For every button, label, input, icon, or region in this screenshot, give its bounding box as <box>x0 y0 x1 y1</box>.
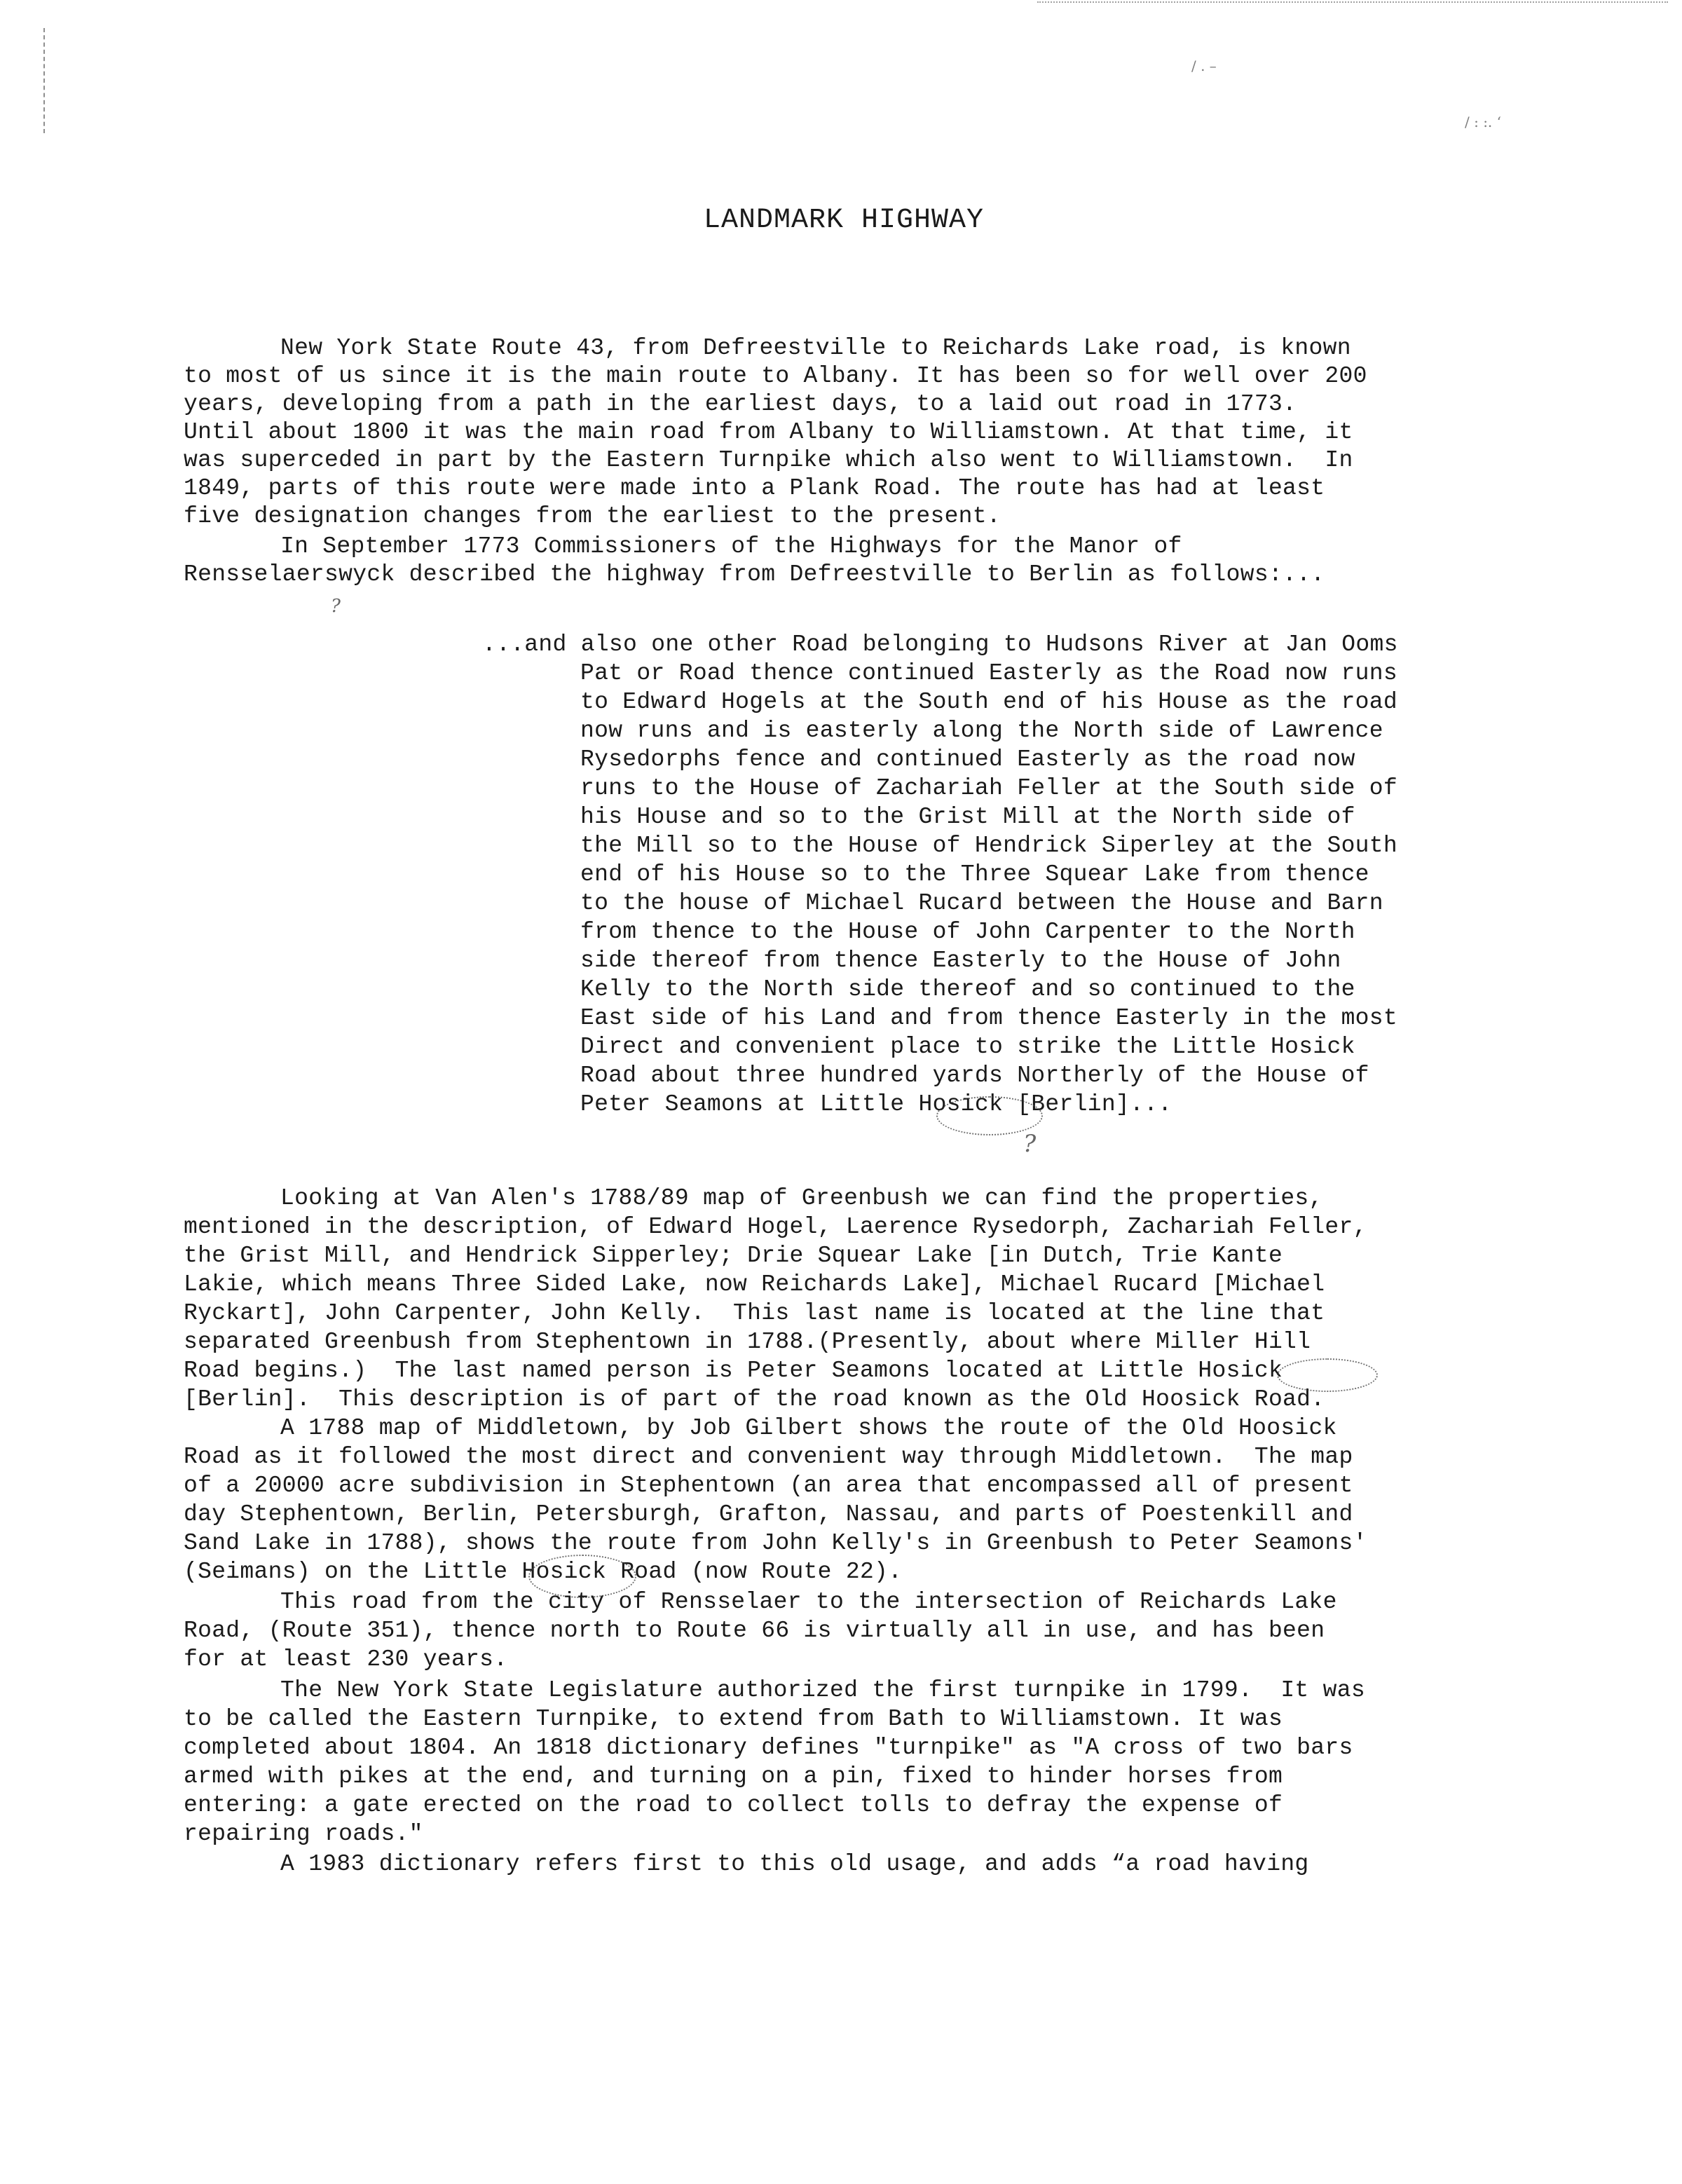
text-line: Sand Lake in 1788), shows the route from John Kelly's in Greenbush to Peter Seamons' <box>184 1530 1367 1556</box>
quote-line: from thence to the House of John Carpenter to the North <box>580 919 1355 945</box>
quote-line: Road about three hundred yards Northerly of the House of <box>580 1063 1369 1088</box>
corner-pencil-mark: / : :. ‘ <box>1465 114 1502 130</box>
pencil-circle-annotation <box>1277 1358 1378 1392</box>
quote-line: his House and so to the Grist Mill at the North side of <box>580 804 1355 830</box>
quote-line: East side of his Land and from thence Easterly in the most <box>580 1005 1397 1031</box>
text-line: Road as it followed the most direct and convenient way through Middletown. The map <box>184 1444 1353 1470</box>
quote-line: the Mill so to the House of Hendrick Siperley at the South <box>580 833 1397 859</box>
quote-line: Direct and convenient place to strike the Little Hosick <box>580 1034 1355 1060</box>
text-line: separated Greenbush from Stephentown in 1788.(Presently, about where Miller Hill <box>184 1329 1311 1355</box>
text-line: [Berlin]. This description is of part of the road known as the Old Hoosick Road. <box>184 1386 1325 1412</box>
quote-line: end of his House so to the Three Squear Lake from thence <box>580 861 1369 887</box>
text-line: entering: a gate erected on the road to collect tolls to defray the expense of <box>184 1792 1283 1818</box>
quote-line: side thereof from thence Easterly to the House of John <box>580 948 1341 974</box>
text-line: 1849, parts of this route were made into a Plank Road. The route has had at least <box>184 475 1325 501</box>
pencil-question-mark: ? <box>1023 1130 1037 1158</box>
quote-line: runs to the House of Zachariah Feller at the South side of <box>580 775 1397 801</box>
text-line: Road, (Route 351), thence north to Route 66 is virtually all in use, and has been <box>184 1618 1325 1644</box>
text-line: A 1983 dictionary refers first to this old usage, and adds “a road having <box>280 1851 1309 1877</box>
text-line: years, developing from a path in the earliest days, to a laid out road in 1773. <box>184 391 1297 417</box>
pencil-question-mark: ? <box>331 596 341 617</box>
scan-edge-artifact <box>1037 1 1668 7</box>
text-line: to be called the Eastern Turnpike, to extend from Bath to Williamstown. It was <box>184 1706 1283 1732</box>
text-line: Road begins.) The last named person is Peter Seamons located at Little Hosick <box>184 1358 1283 1384</box>
text-line: This road from the city of Rensselaer to the intersection of Reichards Lake <box>280 1589 1337 1615</box>
quote-line: Pat or Road thence continued Easterly as the Road now runs <box>580 660 1397 686</box>
text-line: Ryckart], John Carpenter, John Kelly. This last name is located at the line that <box>184 1300 1325 1326</box>
text-line: day Stephentown, Berlin, Petersburgh, Grafton, Nassau, and parts of Poestenkill and <box>184 1501 1353 1527</box>
text-line: Lakie, which means Three Sided Lake, now Reichards Lake], Michael Rucard [Michael <box>184 1271 1325 1297</box>
quote-line: to Edward Hogels at the South end of his House as the road <box>580 689 1397 715</box>
scan-margin-artifact <box>43 28 45 133</box>
quote-line: Peter Seamons at Little Hosick [Berlin]... <box>580 1091 1172 1117</box>
text-line: Rensselaerswyck described the highway from Defreestville to Berlin as follows:... <box>184 561 1325 587</box>
text-line: was superceded in part by the Eastern Turnpike which also went to Williamstown. In <box>184 447 1353 473</box>
text-line: In September 1773 Commissioners of the Highways for the Manor of <box>280 533 1182 559</box>
text-line: five designation changes from the earliest to the present. <box>184 503 1001 529</box>
text-line: The New York State Legislature authorized the first turnpike in 1799. It was <box>280 1677 1365 1703</box>
text-line: A 1788 map of Middletown, by Job Gilbert shows the route of the Old Hoosick <box>280 1415 1337 1441</box>
text-line: Looking at Van Alen's 1788/89 map of Greenbush we can find the properties, <box>280 1185 1323 1211</box>
text-line: repairing roads." <box>184 1821 423 1847</box>
text-line: armed with pikes at the end, and turning on a pin, fixed to hinder horses from <box>184 1763 1283 1789</box>
text-line: of a 20000 acre subdivision in Stephentown (an area that encompassed all of present <box>184 1473 1353 1499</box>
text-line: (Seimans) on the Little Hosick Road (now Route 22). <box>184 1559 903 1585</box>
text-line: to most of us since it is the main route to Albany. It has been so for well over 200 <box>184 363 1367 389</box>
text-line: New York State Route 43, from Defreestville to Reichards Lake road, is known <box>280 335 1351 361</box>
text-line: completed about 1804. An 1818 dictionary defines "turnpike" as "A cross of two bars <box>184 1735 1353 1761</box>
quote-line: Rysedorphs fence and continued Easterly as the road now <box>580 746 1355 772</box>
corner-pencil-mark: / . – <box>1191 57 1217 74</box>
text-line: Until about 1800 it was the main road from Albany to Williamstown. At that time, it <box>184 419 1353 445</box>
quote-line: to the house of Michael Rucard between the House and Barn <box>580 890 1383 916</box>
text-line: for at least 230 years. <box>184 1646 508 1672</box>
quote-line: now runs and is easterly along the North side of Lawrence <box>580 718 1383 744</box>
quote-line: ...and also one other Road belonging to Hudsons River at Jan Ooms <box>482 632 1398 657</box>
quote-line: Kelly to the North side thereof and so continued to the <box>580 976 1355 1002</box>
page-title: LANDMARK HIGHWAY <box>703 205 985 236</box>
text-line: mentioned in the description, of Edward Hogel, Laerence Rysedorph, Zachariah Feller, <box>184 1214 1367 1240</box>
text-line: the Grist Mill, and Hendrick Sipperley; Drie Squear Lake [in Dutch, Trie Kante <box>184 1243 1283 1269</box>
